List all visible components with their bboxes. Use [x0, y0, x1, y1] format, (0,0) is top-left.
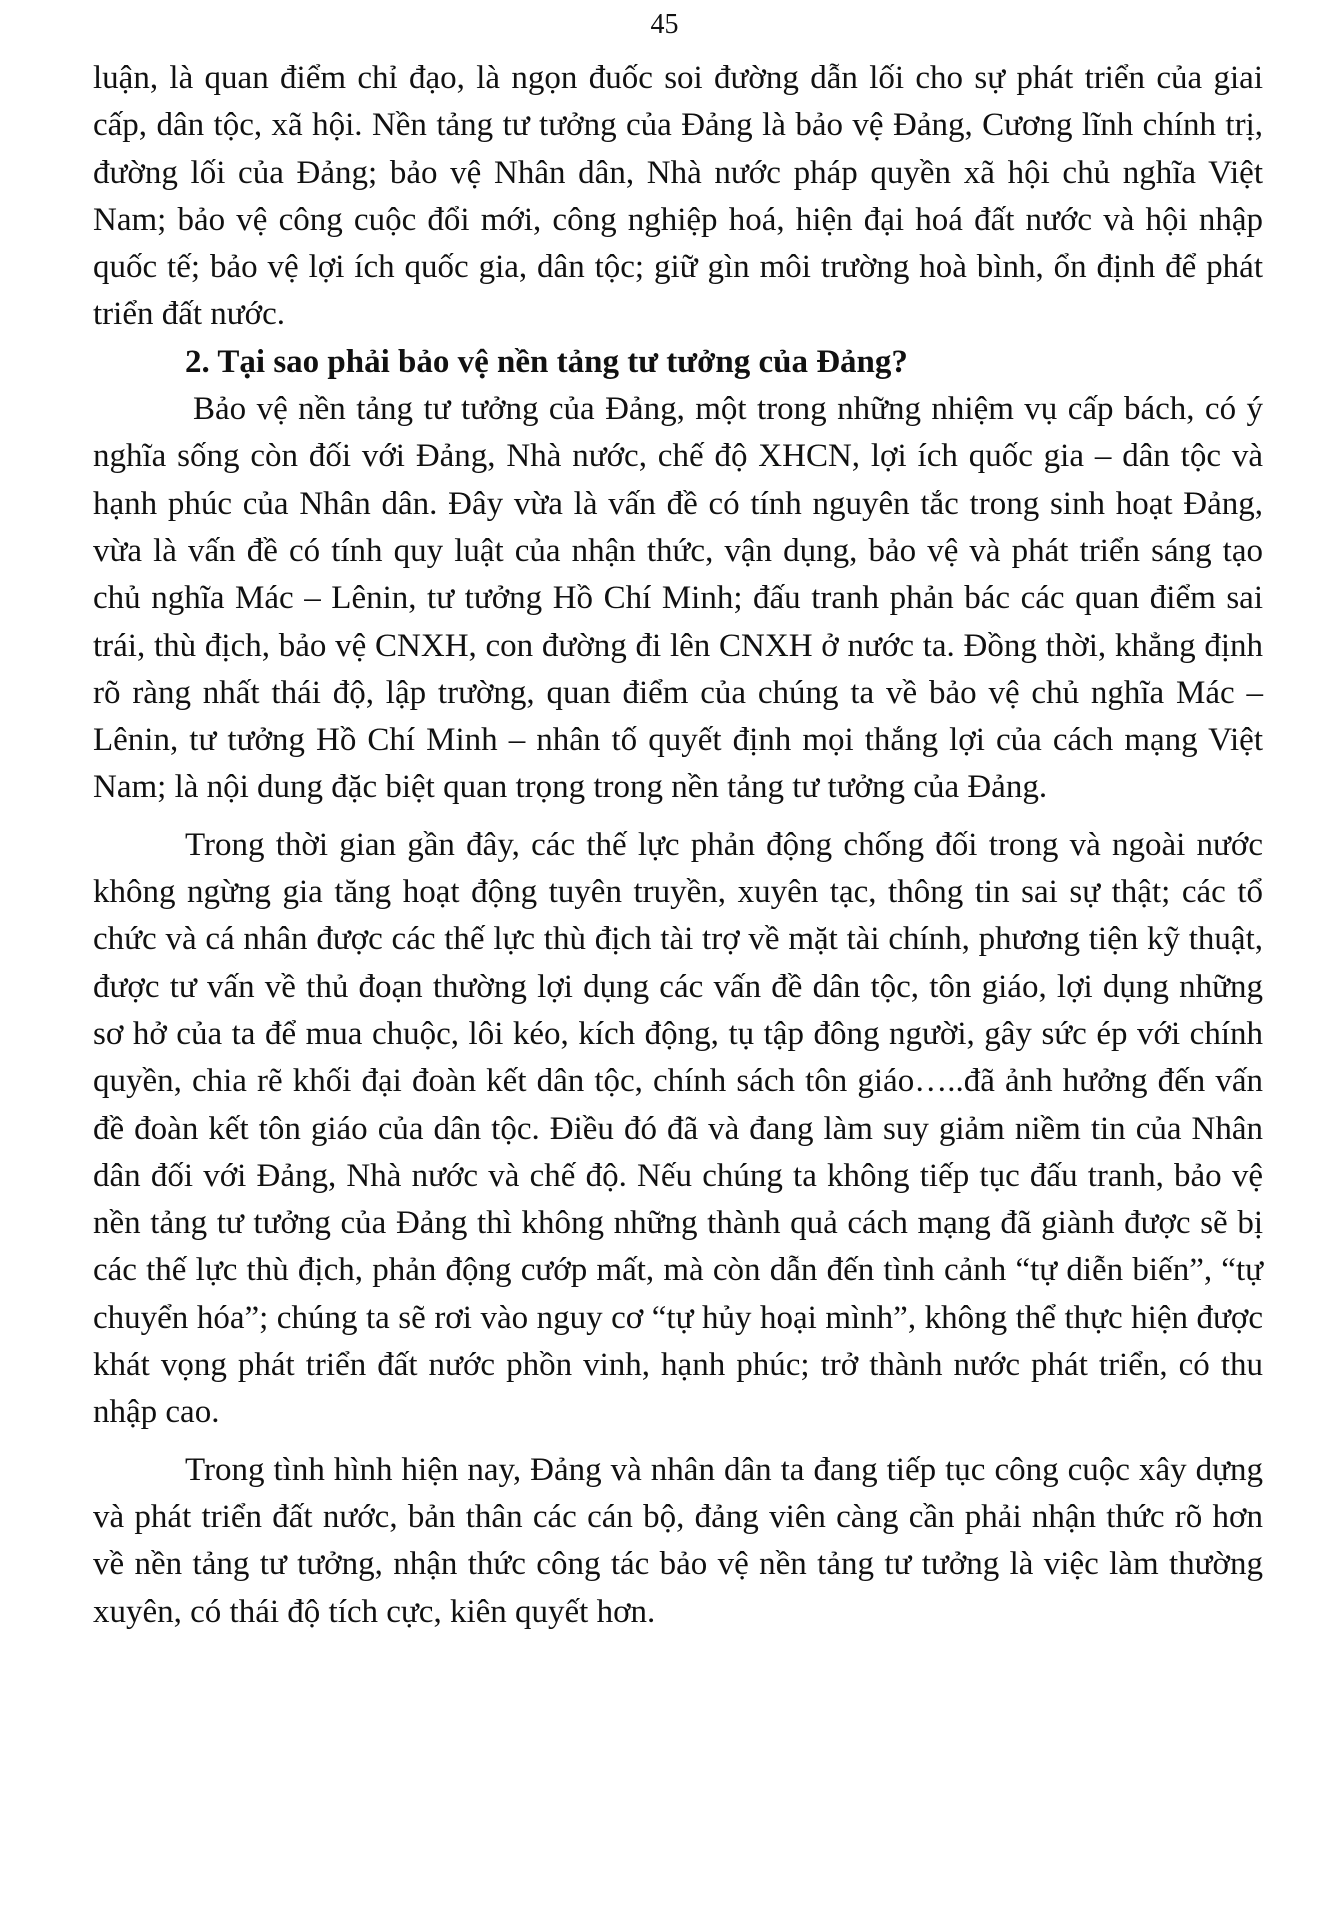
- page-number: 45: [650, 9, 679, 40]
- document-body: [93, 55, 1263, 1636]
- paragraph-current-situation: Trong tình hình hiện nay, Đảng và nhân dân ta đang tiếp tục công cuộc xây dựng và phát triển đất nước, bản thân các cán bộ, đảng viên càng cần phải nhận thức rõ hơn về nền tảng tư tưởng, nhận thức công tác bảo vệ nền tảng tư tưởng là việc làm thường xuyên, có thái độ tích cực, kiên quyết hơn.: [93, 1451, 1263, 1630]
- paragraph-continuation: luận, là quan điểm chỉ đạo, là ngọn đuốc soi đường dẫn lối cho sự phát triển của giai cấp, dân tộc, xã hội. Nền tảng tư tưởng của Đảng là bảo vệ Đảng, Cương lĩnh chính trị, đường lối của Đảng; bảo vệ Nhân dân, Nhà nước pháp quyền xã hội chủ nghĩa Việt Nam; bảo vệ công cuộc đổi mới, công nghiệp hoá, hiện đại hoá đất nước và hội nhập quốc tế; bảo vệ lợi ích quốc gia, dân tộc; giữ gìn môi trường hoà bình, ổn định để phát triển đất nước.: [93, 60, 1263, 333]
- paragraph-why-protect: Bảo vệ nền tảng tư tưởng của Đảng, một trong những nhiệm vụ cấp bách, có ý nghĩa sống còn đối với Đảng, Nhà nước, chế độ XHCN, lợi ích quốc gia – dân tộc và hạnh phúc của Nhân dân. Đây vừa là vấn đề có tính nguyên tắc trong sinh hoạt Đảng, vừa là vấn đề có tính quy luật của nhận thức, vận dụng, bảo vệ và phát triển sáng tạo chủ nghĩa Mác – Lênin, tư tưởng Hồ Chí Minh; đấu tranh phản bác các quan điểm sai trái, thù địch, bảo vệ CNXH, con đường đi lên CNXH ở nước ta. Đồng thời, khẳng định rõ ràng nhất thái độ, lập trường, quan điểm của chúng ta về bảo vệ chủ nghĩa Mác – Lênin, tư tưởng Hồ Chí Minh – nhân tố quyết định mọi thắng lợi của cách mạng Việt Nam; là nội dung đặc biệt quan trọng trong nền tảng tư tưởng của Đảng.: [93, 391, 1263, 806]
- paragraph-hostile-forces: Trong thời gian gần đây, các thế lực phản động chống đối trong và ngoài nước không ngừng gia tăng hoạt động tuyên truyền, xuyên tạc, thông tin sai sự thật; các tổ chức và cá nhân được các thế lực thù địch tài trợ về mặt tài chính, phương tiện kỹ thuật, được tư vấn về thủ đoạn thường lợi dụng các vấn đề dân tộc, tôn giáo, lợi dụng những sơ hở của ta để mua chuộc, lôi kéo, kích động, tụ tập đông người, gây sức ép với chính quyền, chia rẽ khối đại đoàn kết dân tộc, chính sách tôn giáo…..đã ảnh hưởng đến vấn đề đoàn kết tôn giáo của dân tộc. Điều đó đã và đang làm suy giảm niềm tin của Nhân dân đối với Đảng, Nhà nước và chế độ. Nếu chúng ta không tiếp tục đấu tranh, bảo vệ nền tảng tư tưởng của Đảng thì không những thành quả cách mạng đã giành được sẽ bị các thế lực thù địch, phản động cướp mất, mà còn dẫn đến tình cảnh “tự diễn biến”, “tự chuyển hóa”; chúng ta sẽ rơi vào nguy cơ “tự hủy hoại mình”, không thể thực hiện được khát vọng phát triển đất nước phồn vinh, hạnh phúc; trở thành nước phát triển, có thu nhập cao.: [93, 826, 1263, 1431]
- section-heading: 2. Tại sao phải bảo vệ nền tảng tư tưởng của Đảng?: [185, 343, 908, 380]
